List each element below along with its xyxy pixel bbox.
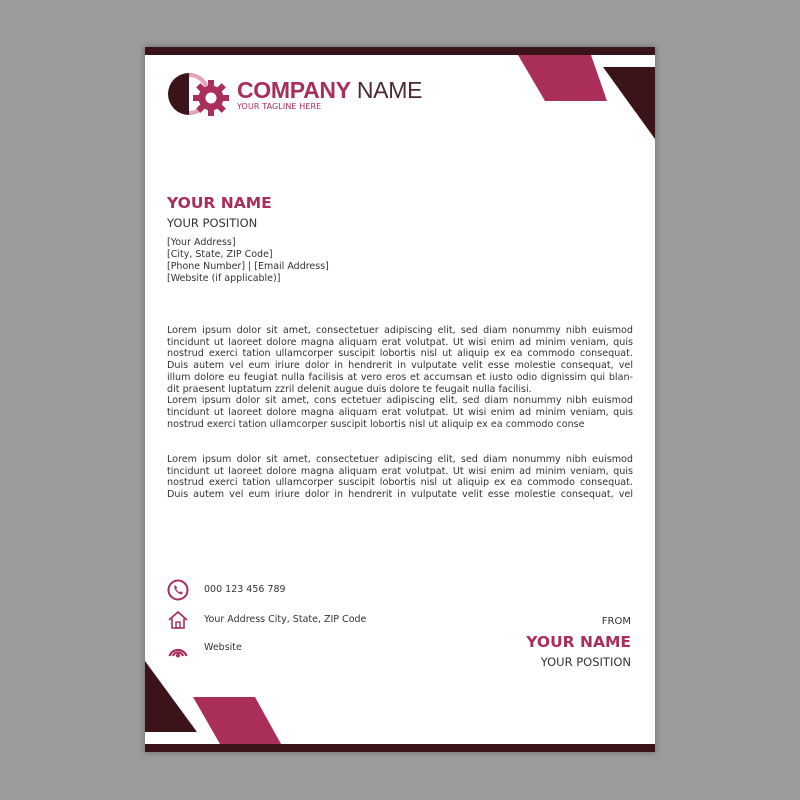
accent-parallelogram (193, 697, 281, 744)
sender-name: YOUR NAME (167, 194, 272, 212)
wifi-icon (167, 637, 189, 659)
gear-icon (193, 80, 229, 116)
company-tagline: YOUR TAGLINE HERE (237, 102, 322, 111)
body-line: tincidunt ut laoreet dolore magna aliquam erat volutpat. Ut wisi enim ad minim veniam, quis (167, 336, 633, 348)
company-logo (167, 68, 233, 120)
dark-triangle (145, 661, 197, 732)
contact-phone-text: 000 123 456 789 (204, 584, 286, 595)
body-line: dit praesent luptatum zzril delenit augue duis dolore te feugait nulla facilisi. (167, 383, 532, 395)
address-line: [Website (if applicable)] (167, 273, 281, 284)
from-label: FROM (601, 616, 631, 627)
body-line: nostrud exerci tation ullamcorper suscipit lobortis nisl ut aliquip ex ea commodo consequat. (167, 477, 633, 489)
body-line: tincidunt ut laoreet dolore magna aliquam erat volutpat. Ut wisi enim ad minim veniam, quis (167, 406, 633, 418)
body-line: Duis autem vel eum iriure dolor in hendrerit in vulputate velit esse molestie consequat, vel (167, 360, 633, 372)
company-name (237, 77, 422, 103)
body-line: Lorem ipsum dolor sit amet, consectetuer adipiscing elit, sed diam nonummy nibh euismod (167, 325, 633, 336)
address-line: [City, State, ZIP Code] (167, 249, 273, 260)
body-line: tincidunt ut laoreet dolore magna aliquam erat volutpat. Ut wisi enim ad minim veniam, quis (167, 465, 633, 477)
signature-position: YOUR POSITION (540, 655, 631, 669)
phone-icon (167, 579, 189, 601)
dark-triangle (603, 67, 655, 139)
signature-name: YOUR NAME (526, 633, 631, 651)
letterhead-page (145, 47, 655, 752)
company-name-bold: COMPANY (237, 77, 351, 103)
body-line: nostrud exerci tation ullamcorper suscipit lobortis nisl ut aliquip ex ea commodo conse (167, 418, 585, 430)
top-right-decoration (505, 47, 655, 139)
body-line: Lorem ipsum dolor sit amet, cons ectetuer adipiscing elit, sed diam nonummy nibh euismod (167, 395, 633, 407)
address-line: [Phone Number] | [Email Address] (167, 261, 329, 272)
contact-address-text: Your Address City, State, ZIP Code (204, 614, 367, 625)
body-line: illum dolore eu feugiat nulla facilisis at vero eros et accumsan et iusto odio dignissim qui blan- (167, 371, 633, 383)
company-name-light: NAME (356, 77, 423, 103)
body-line: Duis autem vel eum iriure dolor in hendrerit in vulputate velit esse molestie consequat, vel (167, 489, 633, 501)
address-line: [Your Address] (167, 237, 236, 248)
accent-parallelogram (518, 55, 607, 101)
body-line: nostrud exerci tation ullamcorper suscipit lobortis nisl ut aliquip ex ea commodo consequat. (167, 348, 633, 360)
bottom-bar (145, 744, 655, 752)
sender-position: YOUR POSITION (167, 216, 258, 230)
contact-website-text: Website (204, 642, 242, 653)
body-paragraph-2 (167, 454, 633, 501)
bottom-left-decoration (145, 659, 295, 744)
sender-address-block (167, 237, 329, 285)
body-line: Lorem ipsum dolor sit amet, consectetuer adipiscing elit, sed diam nonummy nibh euismod (167, 454, 633, 465)
home-icon (167, 609, 189, 631)
body-paragraph-1 (167, 325, 633, 430)
